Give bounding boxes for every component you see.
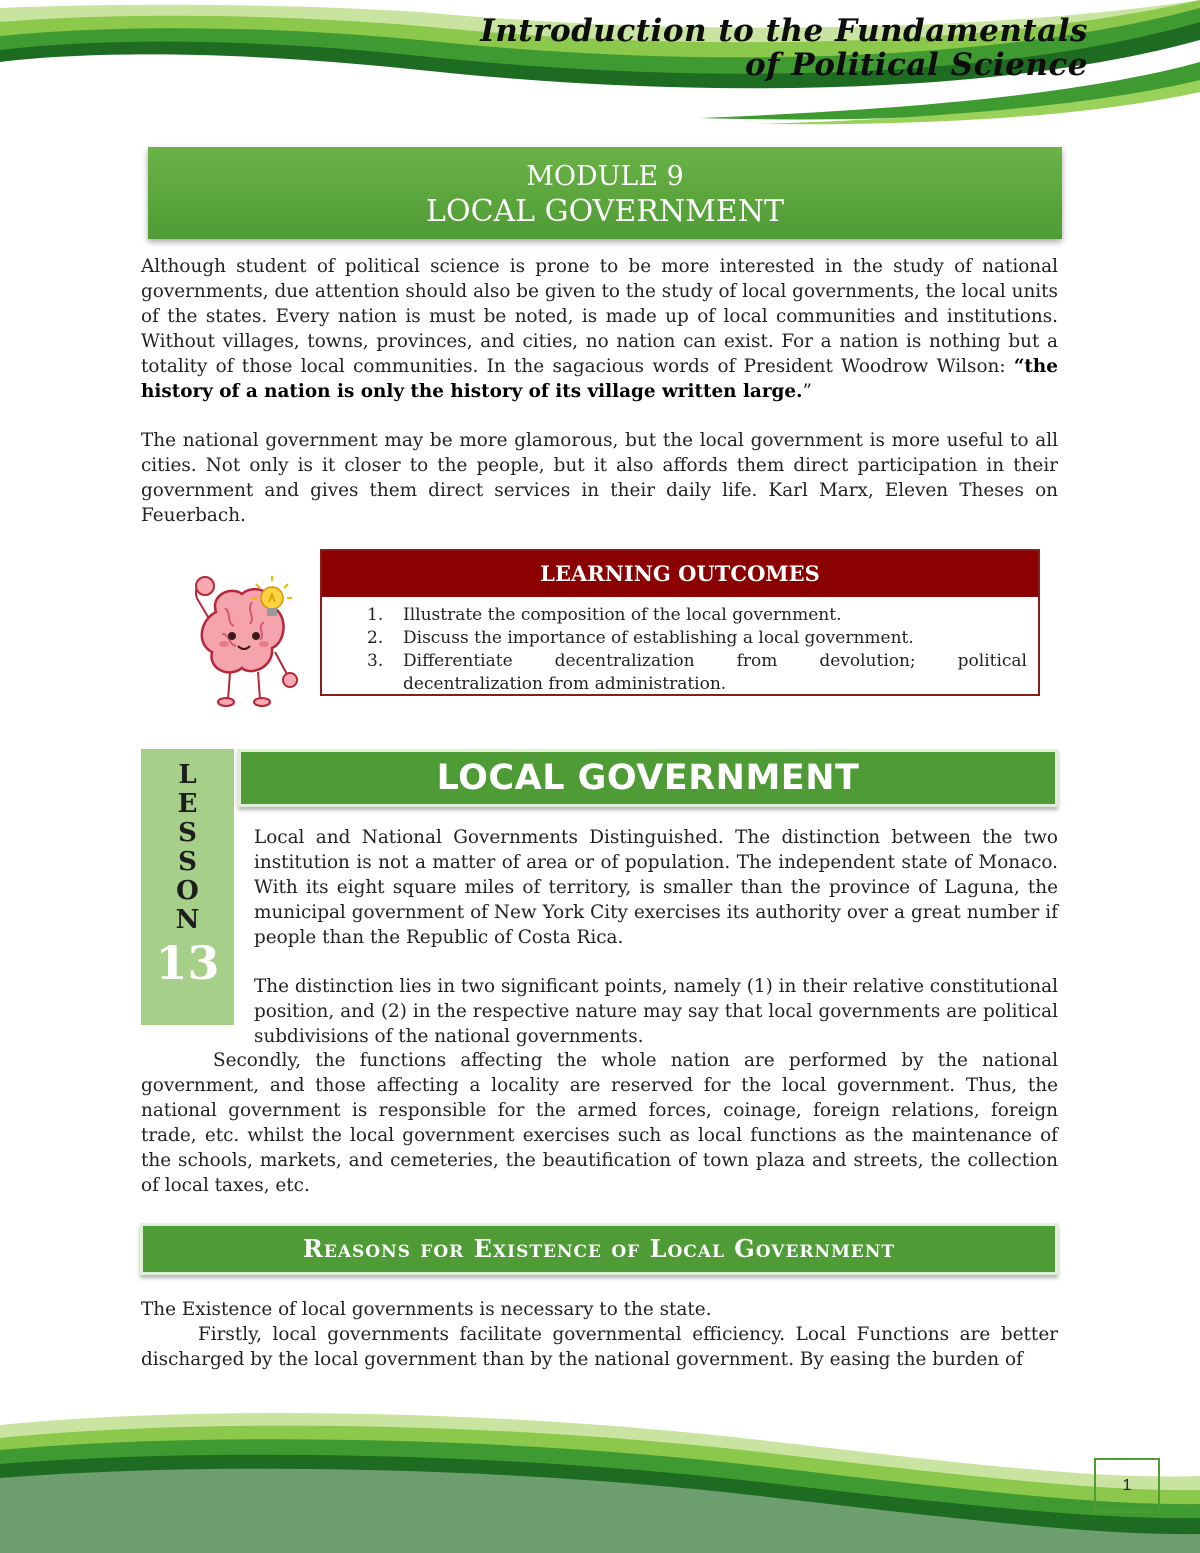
outcome-item — [367, 650, 1027, 673]
course-title-line1: Introduction to the Fundamentals — [480, 13, 1088, 49]
outcome-number: 1. — [367, 605, 384, 625]
outcome-item — [367, 673, 1027, 696]
intro-paragraph-1 — [141, 254, 1058, 404]
module-number: MODULE 9 — [526, 161, 684, 192]
reasons-paragraph-1: The Existence of local governments is necessary to the state. — [141, 1299, 712, 1320]
lesson-title: LOCAL GOVERNMENT — [238, 749, 1058, 807]
outcome-number: 2. — [367, 628, 384, 648]
lesson-letter: S — [178, 847, 197, 877]
lesson-letter: L — [178, 760, 197, 790]
course-title-line2: of Political Science — [744, 47, 1088, 83]
lesson-letters — [141, 749, 234, 935]
outcome-number: 3. — [367, 651, 384, 671]
lesson-number: 13 — [155, 936, 220, 990]
lesson-paragraph-3: Secondly, the functions affecting the whole nation are performed by the national government, and those affecting a locality are reserved for the local government. Thus, the national government is responsible for the armed forces, coinage, foreign relations, foreign trade, etc. whilst the local government exercises such as local functions as the maintenance of the schools, markets, and cemeteries, the beautification of town plaza and streets, the collection of local taxes, etc. — [141, 1050, 1058, 1196]
wilson-quote: “the history of a nation is only the history of its village written large. — [141, 356, 1058, 402]
learning-outcomes-list — [367, 604, 1027, 696]
quote-close: ” — [802, 381, 812, 402]
outcome-text: Discuss the importance of establishing a local government. — [403, 628, 914, 648]
outcome-text: Differentiate decentralization from devolution; political — [403, 651, 1027, 671]
reasons-paragraph-2: Firstly, local governments facilitate governmental efficiency. Local Functions are better discharged by the local government than by the national government. By easing the burden of — [141, 1324, 1058, 1370]
module-banner — [148, 147, 1062, 239]
lesson-paragraph-2: The distinction lies in two significant points, namely (1) in their relative constitutional position, and (2) in the respective nature may say that local governments are political subdivisions of the national governments. — [254, 976, 1058, 1047]
lesson-letter: N — [175, 905, 200, 935]
lightbulb-icon — [252, 576, 292, 622]
outcome-text: decentralization from administration. — [403, 674, 727, 694]
reasons-heading: Reasons for Existence of Local Government — [140, 1223, 1058, 1275]
outcome-item — [367, 604, 1027, 627]
outcome-text: Illustrate the composition of the local government. — [403, 605, 842, 625]
intro-text: Although student of political science is prone to be more interested in the study of national governments, due attention should also be given to the study of local governments, the local units of the states. Every nation is must be noted, is made up of local communities and institutions. Without villages, towns, provinces, and cities, no nation can exist. For a nation is nothing but a totality of those local communities. In the sagacious words of President Woodrow Wilson: — [141, 256, 1058, 377]
lesson-letter: O — [176, 876, 199, 906]
lesson-letter: S — [178, 818, 197, 848]
module-title: LOCAL GOVERNMENT — [426, 194, 784, 229]
outcome-number — [367, 673, 403, 696]
page-number: 1 — [1094, 1458, 1160, 1513]
learning-outcomes-box — [320, 549, 1040, 696]
learning-outcomes-heading: LEARNING OUTCOMES — [322, 551, 1038, 597]
footer-wave-decoration — [0, 1400, 1200, 1553]
lesson-label-column — [141, 749, 234, 1025]
lesson-paragraph-1: Local and National Governments Distinguished. The distinction between the two institution is not a matter of area or of population. The independent state of Monaco. With its eight square miles of territory, is smaller than the province of Laguna, the municipal government of New York City exercises its authority over a great number if people than the Republic of Costa Rica. — [254, 827, 1058, 948]
intro-paragraph-2: The national government may be more glamorous, but the local government is more useful to all cities. Not only is it closer to the people, but it also affords them direct participation in their government and gives them direct services in their daily life. Karl Marx, Eleven Theses on Feuerbach. — [141, 430, 1058, 526]
course-title — [480, 14, 1088, 82]
lesson-letter: E — [177, 789, 198, 819]
outcome-item — [367, 627, 1027, 650]
